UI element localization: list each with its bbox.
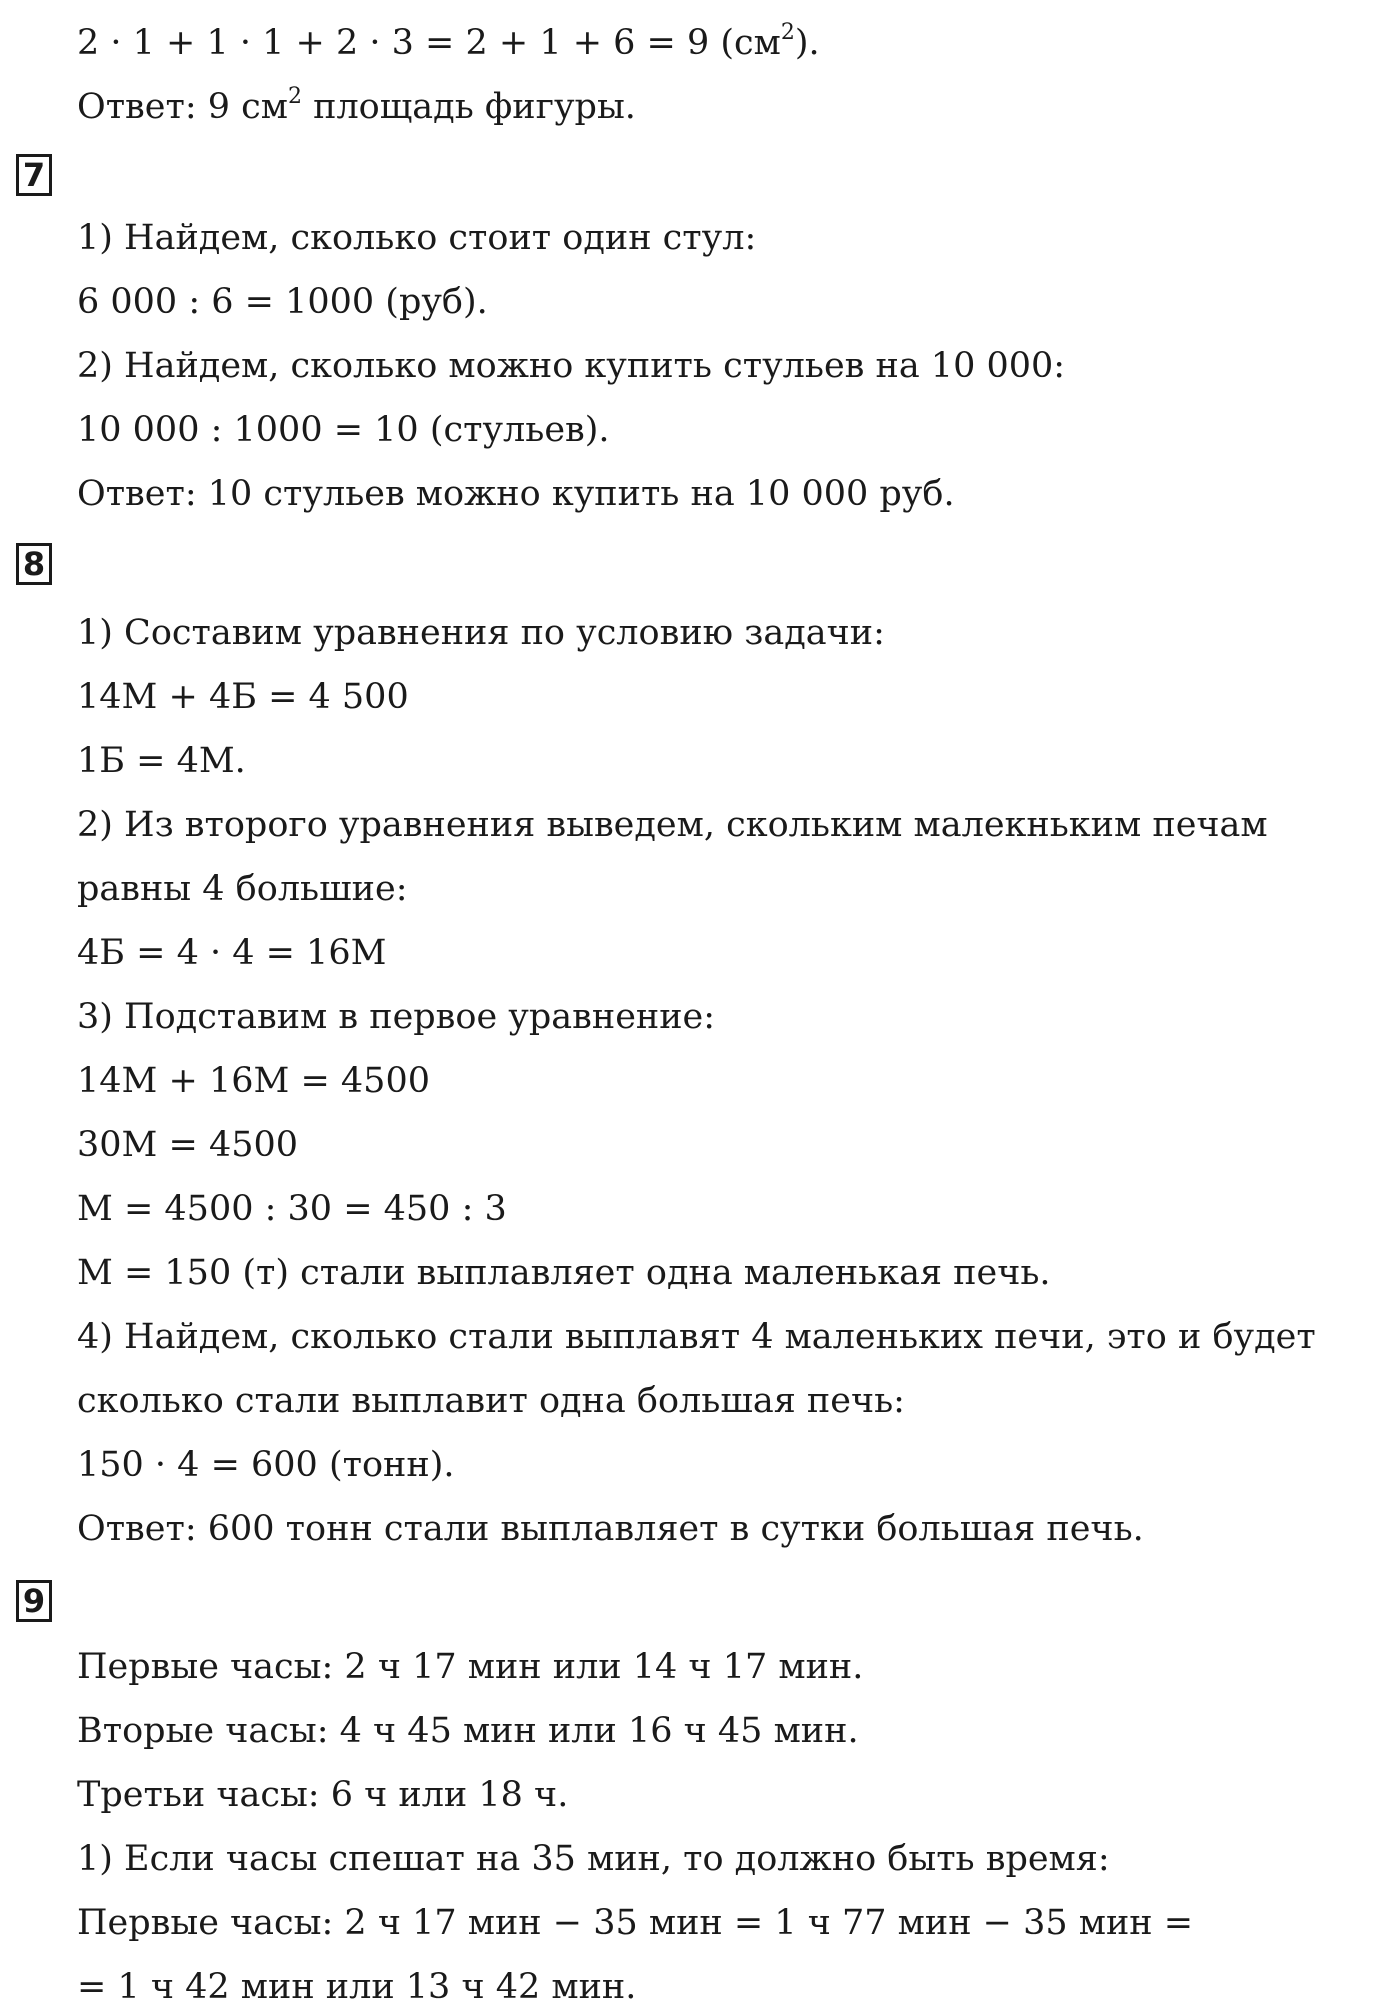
text-line: М = 150 (т) стали выплавляет одна маленькая печь. [77, 1253, 1051, 1293]
equation-line: 4Б = 4 · 4 = 16М [77, 933, 387, 973]
equation-line: 14М + 16М = 4500 [77, 1061, 430, 1101]
equation-line: 30М = 4500 [77, 1125, 299, 1165]
text-line: Первые часы: 2 ч 17 мин или 14 ч 17 мин. [77, 1647, 864, 1687]
task-number-box: 7 [16, 154, 52, 196]
equation-line: 150 · 4 = 600 (тонн). [77, 1445, 455, 1485]
text-line: 4) Найдем, сколько стали выплавят 4 маленьких печи, это и будет [77, 1317, 1316, 1357]
text-line: 1) Составим уравнения по условию задачи: [77, 613, 885, 653]
text-line: 2) Найдем, сколько можно купить стульев на 10 000: [77, 346, 1066, 386]
equation-line: = 1 ч 42 мин или 13 ч 42 мин. [77, 1967, 637, 2007]
equation-line: 6 000 : 6 = 1000 (руб). [77, 282, 488, 322]
equation-line: Первые часы: 2 ч 17 мин − 35 мин = 1 ч 77 мин − 35 мин = [77, 1903, 1194, 1943]
text-line: Вторые часы: 4 ч 45 мин или 16 ч 45 мин. [77, 1711, 859, 1751]
task-number-box: 9 [16, 1580, 52, 1622]
answer-line: Ответ: 600 тонн стали выплавляет в сутки большая печь. [77, 1509, 1144, 1549]
text-line: 1) Найдем, сколько стоит один стул: [77, 218, 757, 258]
task-number-box: 8 [16, 543, 52, 585]
text-line: Третьи часы: 6 ч или 18 ч. [77, 1775, 569, 1815]
answer-line: Ответ: 10 стульев можно купить на 10 000 руб. [77, 474, 955, 514]
text-line: 2) Из второго уравнения выведем, скольким малекньким печам [77, 805, 1268, 845]
equation-line: 14М + 4Б = 4 500 [77, 677, 409, 717]
equation-line: 10 000 : 1000 = 10 (стульев). [77, 410, 610, 450]
equation-line: 1Б = 4М. [77, 741, 246, 781]
text-line: равны 4 большие: [77, 869, 408, 909]
text-line: 1) Если часы спешат на 35 мин, то должно быть время: [77, 1839, 1110, 1879]
equation-line: 2 · 1 + 1 · 1 + 2 · 3 = 2 + 1 + 6 = 9 $(см^2)$. [77, 20, 820, 63]
answer-line: Ответ: 9 $см^2$ площадь фигуры. [77, 84, 636, 127]
text-line: сколько стали выплавит одна большая печь: [77, 1381, 905, 1421]
equation-line: М = 4500 : 30 = 450 : 3 [77, 1189, 507, 1229]
text-line: 3) Подставим в первое уравнение: [77, 997, 716, 1037]
